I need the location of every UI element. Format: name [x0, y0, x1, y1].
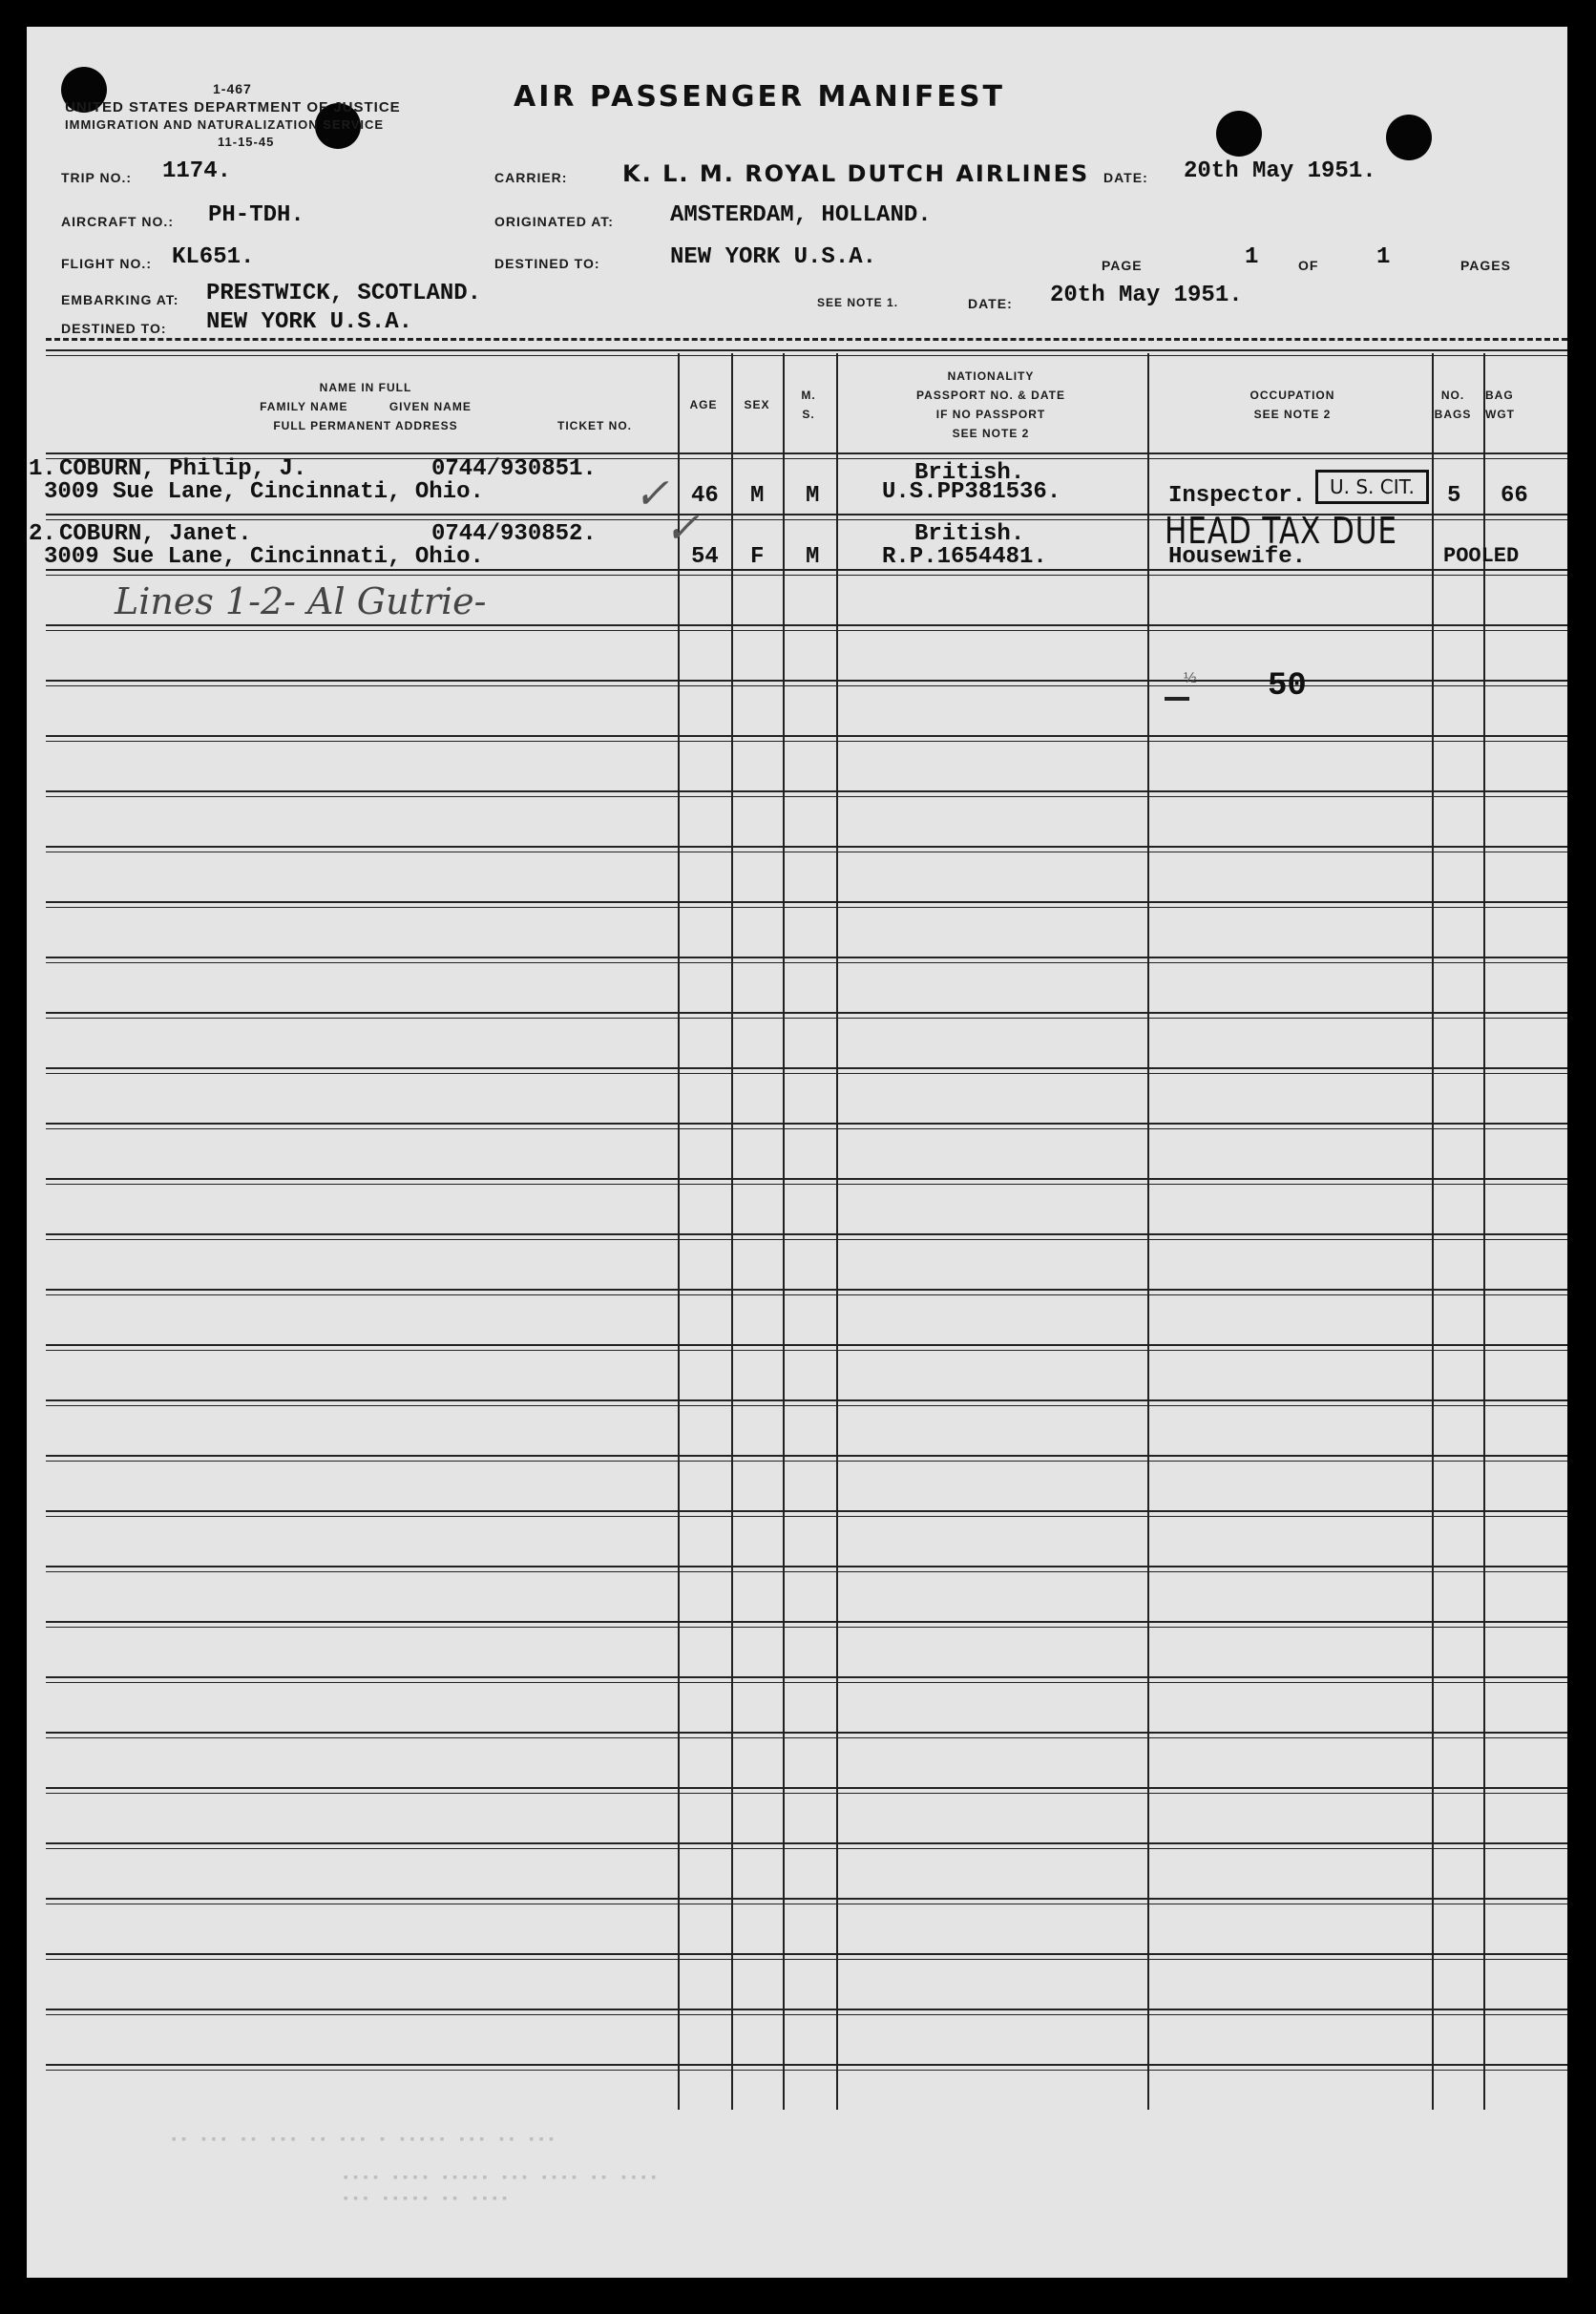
ruled-line [46, 907, 1567, 908]
ruled-line [46, 575, 1567, 576]
passenger-1-ticket: 0744/930851. [431, 456, 597, 482]
form-date: 11-15-45 [218, 135, 275, 149]
passenger-1-passport: U.S.PP381536. [882, 479, 1061, 505]
ruled-line [46, 349, 1567, 351]
form-number: 1-467 [213, 81, 252, 96]
column-divider [783, 353, 785, 2110]
ruled-line [46, 1123, 1567, 1125]
passenger-2-sex: F [750, 544, 765, 570]
us-citizen-stamp: U. S. CIT. [1315, 470, 1429, 504]
col-header-sex: SEX [744, 398, 770, 411]
passenger-1-sex: M [750, 483, 765, 509]
ruled-line [46, 2064, 1567, 2066]
ruled-line [46, 846, 1567, 848]
passenger-2-ms: M [806, 544, 820, 570]
ruled-line [46, 452, 1567, 454]
tally-mark: ½ [1184, 670, 1197, 686]
ruled-line [46, 1344, 1567, 1346]
ruled-line [46, 1566, 1567, 1567]
ruled-line [46, 2014, 1567, 2015]
column-divider [1432, 353, 1434, 2110]
ruled-line [46, 1233, 1567, 1235]
ruled-line [46, 1405, 1567, 1406]
ruled-line [46, 1294, 1567, 1295]
ruled-line [46, 1793, 1567, 1794]
trip-label: TRIP NO.: [61, 170, 133, 185]
ruled-line [46, 1842, 1567, 1844]
ruled-line [46, 1239, 1567, 1240]
column-divider [1147, 353, 1149, 2110]
handwritten-check-mark: ✓ [664, 504, 700, 553]
ruled-line [46, 1461, 1567, 1462]
ruled-line [46, 355, 1567, 356]
passenger-1-num: 1. [29, 456, 56, 482]
column-divider [836, 353, 838, 2110]
ruled-line [46, 1012, 1567, 1014]
carrier-label: CARRIER: [494, 170, 568, 185]
ruled-line [46, 735, 1567, 737]
tally-value: 50 [1268, 668, 1307, 705]
see-note-label: SEE NOTE 1. [817, 296, 899, 309]
header-divider [46, 338, 1567, 341]
ruled-line [46, 1732, 1567, 1734]
passenger-1-nationality: British. [914, 460, 1025, 486]
ruled-line [46, 962, 1567, 963]
ruled-line [46, 1073, 1567, 1074]
ruled-line [46, 901, 1567, 903]
ruled-line [46, 685, 1567, 686]
of-label: OF [1298, 258, 1319, 273]
column-divider [1483, 353, 1485, 2110]
ruled-line [46, 2070, 1567, 2071]
ruled-line [46, 630, 1567, 631]
page-label: PAGE [1102, 258, 1143, 273]
passenger-1-name: COBURN, Philip, J. [59, 456, 307, 482]
passenger-1-ms: M [806, 483, 820, 509]
ruled-line [46, 741, 1567, 742]
manifest-title: AIR PASSENGER MANIFEST [514, 80, 1005, 114]
ruled-line [46, 1455, 1567, 1457]
col-header-nationality: NATIONALITY PASSPORT NO. & DATE IF NO PASSPORT SEE NOTE 2 [916, 369, 1065, 440]
passenger-1-weight: 66 [1501, 483, 1528, 509]
date-value: 20th May 1951. [1184, 158, 1376, 184]
punch-hole [1216, 111, 1262, 157]
ruled-line [46, 1184, 1567, 1185]
faded-footer-line: ▪▪▪ ▪▪▪▪▪ ▪▪ ▪▪▪▪ [342, 2192, 511, 2207]
col-header-ms: M. S. [801, 389, 816, 421]
ruled-line [46, 1067, 1567, 1069]
ruled-line [46, 1959, 1567, 1960]
ruled-line [46, 1018, 1567, 1019]
passenger-1-address: 3009 Sue Lane, Cincinnati, Ohio. [44, 479, 484, 505]
ruled-line [46, 1178, 1567, 1180]
destined-value: NEW YORK U.S.A. [206, 309, 413, 335]
ruled-line [46, 1682, 1567, 1683]
ruled-line [46, 1787, 1567, 1789]
col-header-occupation: OCCUPATION SEE NOTE 2 [1250, 389, 1335, 421]
destined2-value: NEW YORK U.S.A. [670, 244, 877, 270]
head-tax-due-stamp: HEAD TAX DUE [1165, 510, 1397, 552]
department-name: UNITED STATES DEPARTMENT OF JUSTICE [65, 99, 401, 116]
ruled-line [46, 1737, 1567, 1738]
service-name: IMMIGRATION AND NATURALIZATION SERVICE [65, 117, 385, 132]
aircraft-value: PH-TDH. [208, 202, 304, 228]
handwritten-check-mark: ✓ [634, 470, 669, 518]
passenger-2-address: 3009 Sue Lane, Cincinnati, Ohio. [44, 544, 484, 570]
column-divider [678, 353, 680, 2110]
faded-footer-line: ▪▪▪▪ ▪▪▪▪ ▪▪▪▪▪ ▪▪▪ ▪▪▪▪ ▪▪ ▪▪▪▪ [342, 2171, 660, 2186]
tally-dash [1165, 697, 1189, 701]
ruled-line [46, 1516, 1567, 1517]
passenger-2-name: COBURN, Janet. [59, 521, 252, 547]
embarking-label: EMBARKING AT: [61, 292, 179, 307]
carrier-value: K. L. M. ROYAL DUTCH AIRLINES [622, 160, 1090, 187]
ruled-line [46, 2009, 1567, 2010]
passenger-2-nationality: British. [914, 521, 1025, 547]
destined2-label: DESTINED TO: [494, 256, 600, 271]
ruled-line [46, 1399, 1567, 1401]
date-label: DATE: [1103, 170, 1148, 185]
ruled-line [46, 790, 1567, 792]
ruled-line [46, 1627, 1567, 1628]
ruled-line [46, 1289, 1567, 1291]
flight-value: KL651. [172, 244, 255, 270]
passenger-2-passport: R.P.1654481. [882, 544, 1047, 570]
passenger-2-num: 2. [29, 521, 56, 547]
passenger-2-ticket: 0744/930852. [431, 521, 597, 547]
faded-footer-line: ▪▪ ▪▪▪ ▪▪ ▪▪▪ ▪▪ ▪▪▪ ▪ ▪▪▪▪▪ ▪▪▪ ▪▪ ▪▪▪ [170, 2133, 557, 2148]
ruled-line [46, 1571, 1567, 1572]
ruled-line [46, 680, 1567, 682]
punch-hole [1386, 115, 1432, 160]
date2-label: DATE: [968, 296, 1013, 311]
ruled-line [46, 624, 1567, 626]
page-value: 1 [1245, 244, 1259, 270]
col-header-age: AGE [689, 398, 718, 411]
ruled-line [46, 1676, 1567, 1678]
originated-value: AMSTERDAM, HOLLAND. [670, 202, 932, 228]
passenger-2-occupation: Housewife. [1168, 544, 1307, 570]
col-header-ticket: TICKET NO. [557, 419, 632, 432]
passenger-2-age: 54 [691, 544, 719, 570]
column-divider [731, 353, 733, 2110]
manifest-sheet [27, 27, 1567, 2278]
trip-value: 1174. [162, 158, 232, 184]
ruled-line [46, 1510, 1567, 1512]
destined-label: DESTINED TO: [61, 321, 167, 336]
col-header-bags: NO. BAGS [1434, 389, 1472, 421]
ruled-line [46, 1128, 1567, 1129]
ruled-line [46, 1350, 1567, 1351]
passenger-1-occupation: Inspector. [1168, 483, 1307, 509]
ruled-line [46, 957, 1567, 958]
ruled-line [46, 796, 1567, 797]
aircraft-label: AIRCRAFT NO.: [61, 214, 174, 229]
passenger-1-bags: 5 [1447, 483, 1461, 509]
originated-label: ORIGINATED AT: [494, 214, 614, 229]
col-header-name: NAME IN FULL FAMILY NAME GIVEN NAME FULL PERMANENT ADDRESS [260, 381, 472, 432]
passenger-2-bags: POOLED [1443, 544, 1520, 568]
pages-label: PAGES [1460, 258, 1511, 273]
embarking-value: PRESTWICK, SCOTLAND. [206, 281, 482, 306]
ruled-line [46, 1898, 1567, 1900]
handwritten-lines-note: Lines 1-2- Al Gutrie- [115, 580, 487, 622]
col-header-weight: BAG WGT [1485, 389, 1515, 421]
date2-value: 20th May 1951. [1050, 283, 1243, 308]
pages-value: 1 [1376, 244, 1391, 270]
ruled-line [46, 1953, 1567, 1955]
flight-label: FLIGHT NO.: [61, 256, 152, 271]
ruled-line [46, 1848, 1567, 1849]
passenger-1-age: 46 [691, 483, 719, 509]
ruled-line [46, 1621, 1567, 1623]
